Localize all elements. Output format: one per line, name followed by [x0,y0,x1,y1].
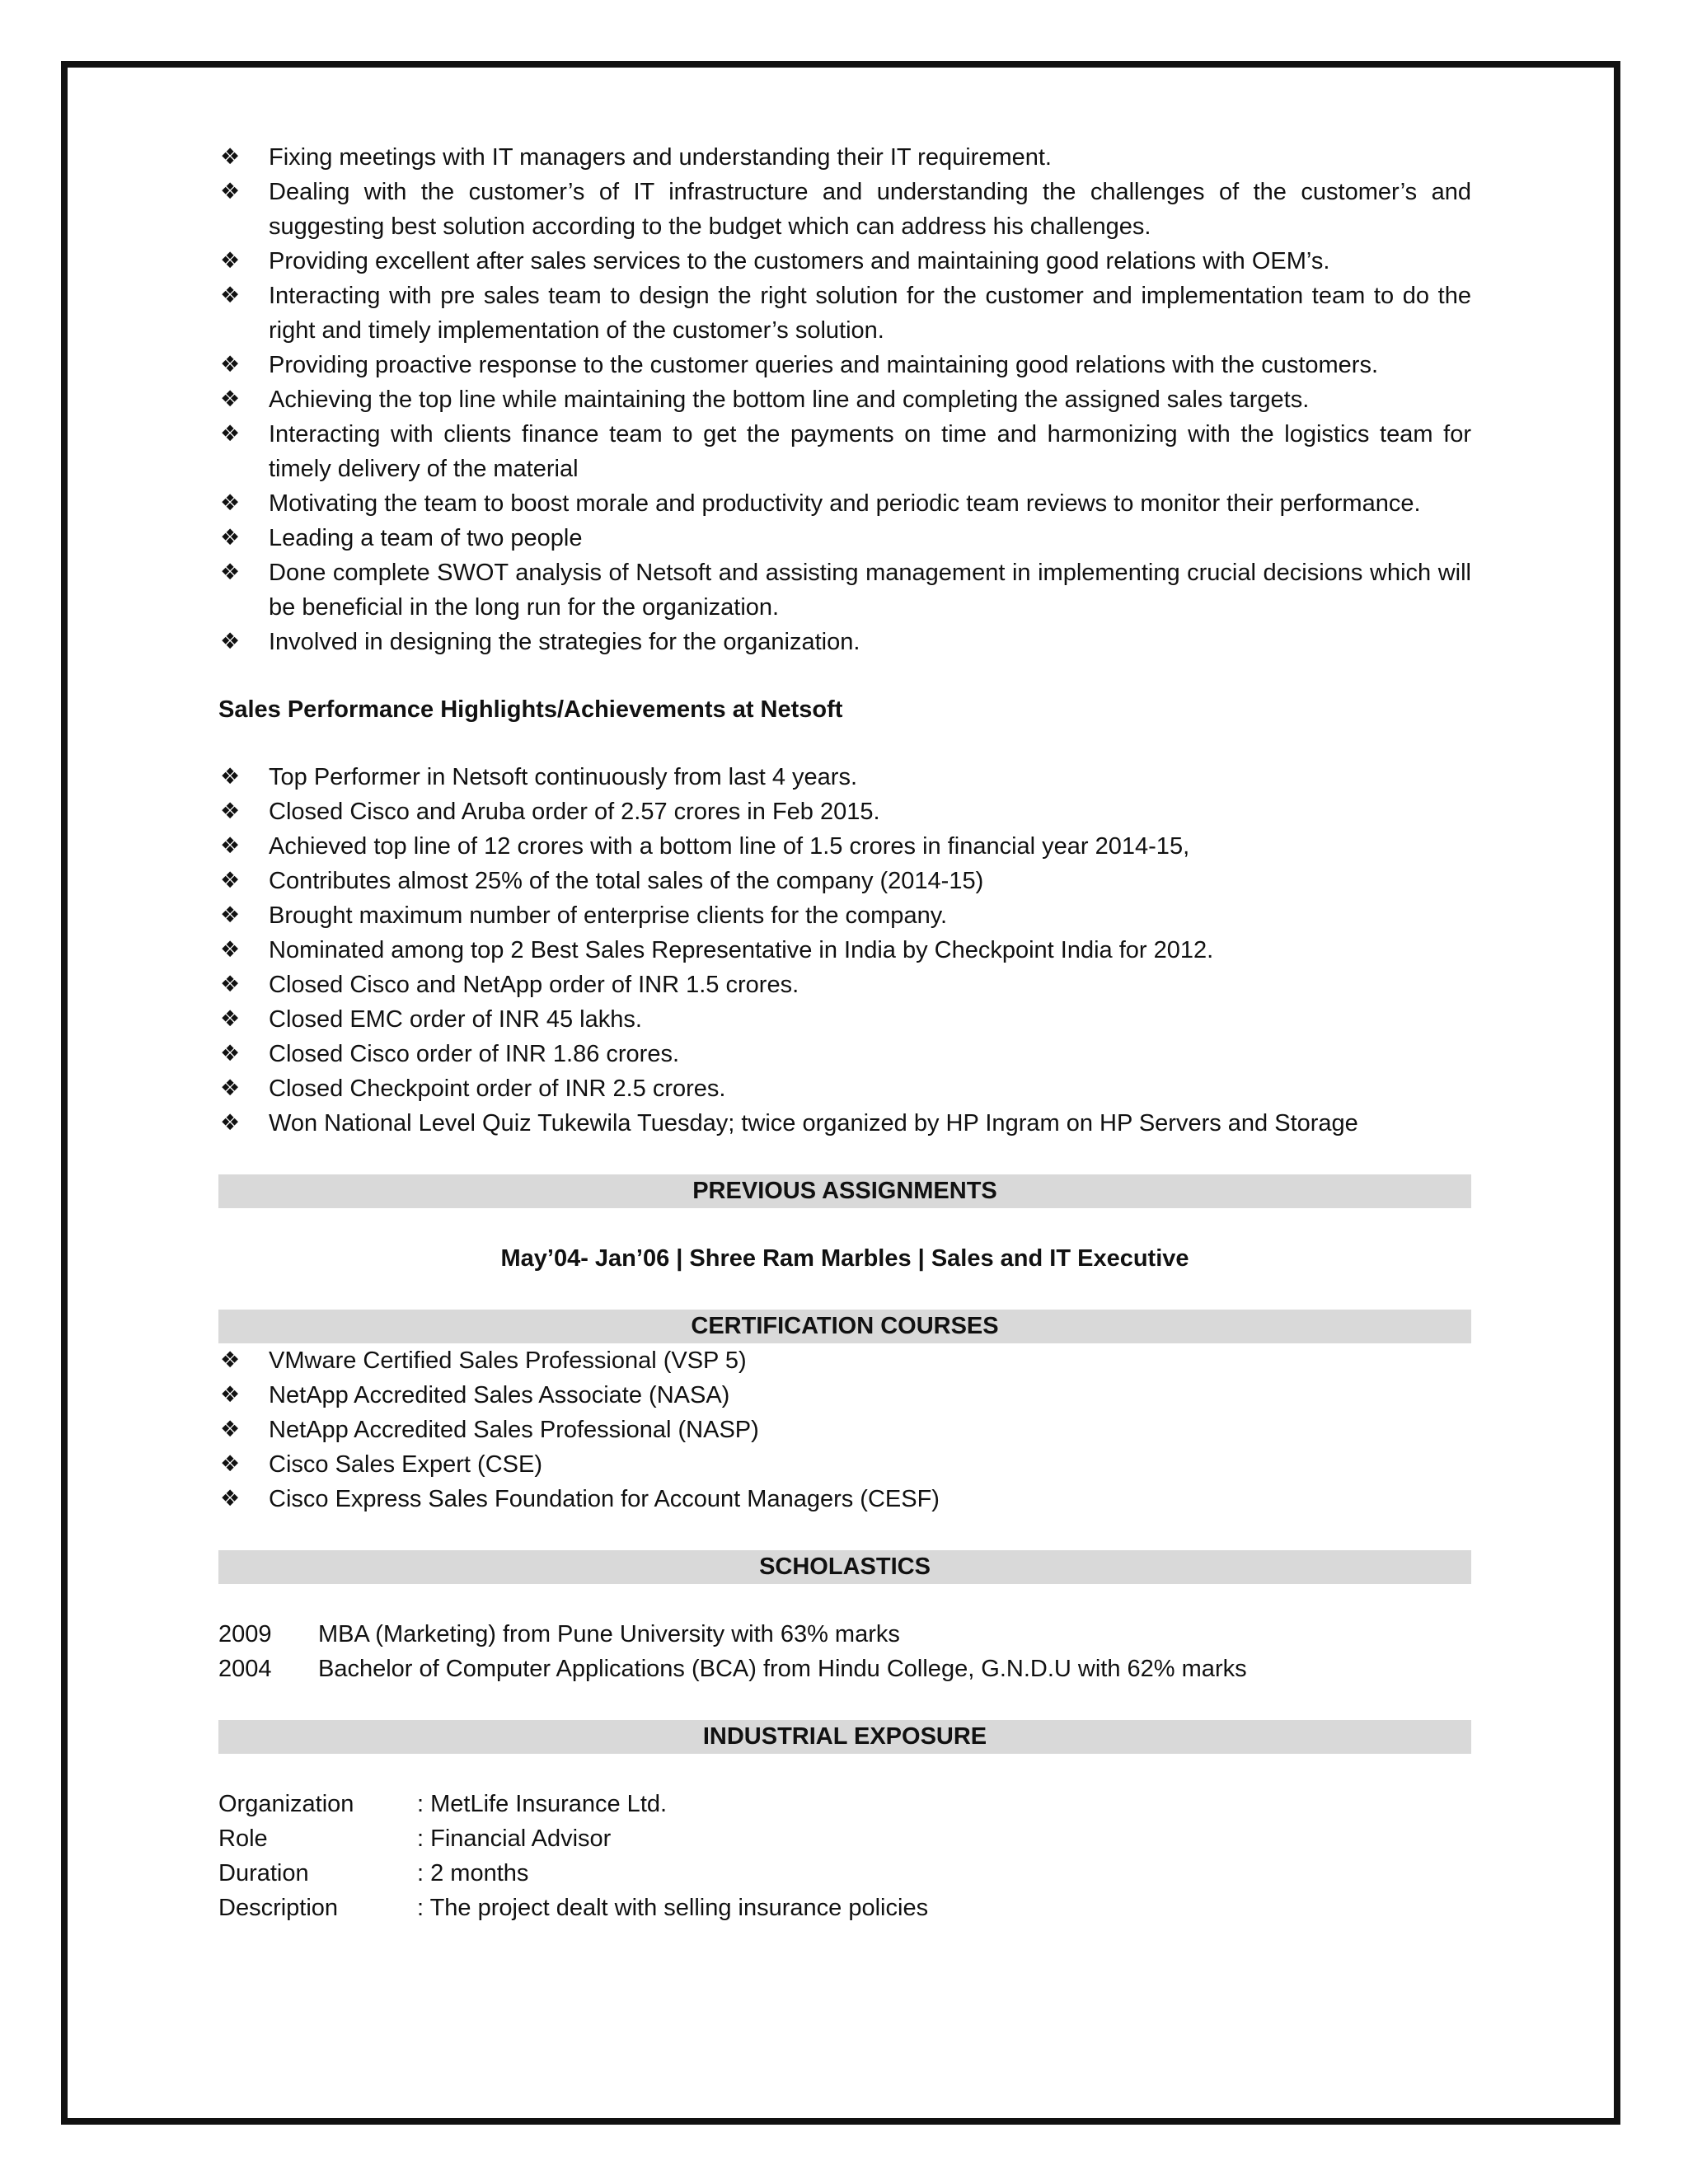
scholastics-heading: SCHOLASTICS [218,1550,1471,1584]
list-item: ❖ NetApp Accredited Sales Associate (NASA) [218,1378,1471,1413]
diamond-bullet-icon: ❖ [220,937,241,963]
list-item: ❖ Contributes almost 25% of the total sales of the company (2014-15) [218,864,1471,898]
list-item: ❖ Dealing with the customer’s of IT infrastructure and understanding the challenges of the customer’s and suggesting best solution according to the budget which can address his challenges. [218,175,1471,244]
list-item: ❖ VMware Certified Sales Professional (VSP 5) [218,1343,1471,1378]
exposure-row [218,1891,1471,1925]
list-item: ❖ Providing proactive response to the customer queries and maintaining good relations with the customers. [218,348,1471,382]
list-item: ❖ Closed Cisco order of INR 1.86 crores. [218,1037,1471,1071]
diamond-bullet-icon: ❖ [220,283,241,308]
list-item: ❖ Won National Level Quiz Tukewila Tuesday; twice organized by HP Ingram on HP Servers and Storage [218,1106,1471,1141]
list-item: ❖ Fixing meetings with IT managers and understanding their IT requirement. [218,140,1471,175]
diamond-bullet-icon: ❖ [220,248,241,274]
certification-courses-heading: CERTIFICATION COURSES [218,1310,1471,1343]
diamond-bullet-icon: ❖ [220,1347,241,1373]
exposure-row [218,1821,1471,1856]
exposure-row [218,1856,1471,1891]
diamond-bullet-icon: ❖ [220,1417,241,1442]
diamond-bullet-icon: ❖ [220,1110,241,1136]
list-item: ❖ Cisco Sales Expert (CSE) [218,1447,1471,1482]
previous-assignment-entry: May’04- Jan’06 | Shree Ram Marbles | Sales and IT Executive [500,1245,1189,1272]
list-item: ❖ Interacting with clients finance team to get the payments on time and harmonizing with the logistics team for timely delivery of the material [218,417,1471,486]
list-item: ❖ Closed Checkpoint order of INR 2.5 crores. [218,1071,1471,1106]
list-item: ❖ Achieved top line of 12 crores with a bottom line of 1.5 crores in financial year 2014-15, [218,829,1471,864]
diamond-bullet-icon: ❖ [220,1382,241,1408]
exposure-row [218,1787,1471,1821]
highlights-heading: Sales Performance Highlights/Achievements at Netsoft [218,696,843,723]
diamond-bullet-icon: ❖ [220,1486,241,1511]
highlights-list [218,760,1471,1141]
exposure-value: : Financial Advisor [417,1825,612,1852]
scholastics-year: 2004 [218,1656,272,1682]
diamond-bullet-icon: ❖ [220,1451,241,1477]
diamond-bullet-icon: ❖ [220,833,241,859]
list-item: ❖ Closed Cisco and NetApp order of INR 1.5 crores. [218,968,1471,1002]
diamond-bullet-icon: ❖ [220,525,241,551]
list-item: ❖ Nominated among top 2 Best Sales Representative in India by Checkpoint India for 2012. [218,933,1471,968]
resume-page-content [218,140,1471,1925]
list-item: ❖ Providing excellent after sales services to the customers and maintaining good relations with OEM’s. [218,244,1471,279]
diamond-bullet-icon: ❖ [220,421,241,447]
diamond-bullet-icon: ❖ [220,352,241,377]
list-item: ❖ Closed Cisco and Aruba order of 2.57 crores in Feb 2015. [218,794,1471,829]
diamond-bullet-icon: ❖ [220,629,241,654]
list-item: ❖ Interacting with pre sales team to design the right solution for the customer and implementation team to do the right and timely implementation of the customer’s solution. [218,279,1471,348]
list-item: ❖ Involved in designing the strategies for the organization. [218,625,1471,659]
diamond-bullet-icon: ❖ [220,1006,241,1032]
exposure-label: Role [218,1825,268,1852]
diamond-bullet-icon: ❖ [220,144,241,170]
diamond-bullet-icon: ❖ [220,799,241,824]
diamond-bullet-icon: ❖ [220,1076,241,1101]
exposure-label: Organization [218,1791,354,1817]
scholastics-row [218,1652,1471,1686]
exposure-label: Duration [218,1860,309,1886]
diamond-bullet-icon: ❖ [220,387,241,412]
list-item: ❖ Cisco Express Sales Foundation for Account Managers (CESF) [218,1482,1471,1516]
list-item: ❖ Top Performer in Netsoft continuously from last 4 years. [218,760,1471,794]
previous-assignments-heading: PREVIOUS ASSIGNMENTS [218,1174,1471,1208]
list-item: ❖ Achieving the top line while maintaining the bottom line and completing the assigned sales targets. [218,382,1471,417]
industrial-exposure-heading: INDUSTRIAL EXPOSURE [218,1720,1471,1754]
list-item: ❖ Closed EMC order of INR 45 lakhs. [218,1002,1471,1037]
scholastics-degree: MBA (Marketing) from Pune University with 63% marks [318,1621,900,1647]
scholastics-degree: Bachelor of Computer Applications (BCA) from Hindu College, G.N.D.U with 62% marks [318,1656,1247,1682]
list-item: ❖ Leading a team of two people [218,521,1471,555]
industrial-exposure-details [218,1787,1471,1925]
diamond-bullet-icon: ❖ [220,1041,241,1066]
list-item: ❖ Brought maximum number of enterprise clients for the company. [218,898,1471,933]
scholastics-list [218,1617,1471,1686]
exposure-value: : 2 months [417,1860,529,1886]
certifications-list [218,1343,1471,1516]
list-item: ❖ Motivating the team to boost morale and productivity and periodic team reviews to monitor their performance. [218,486,1471,521]
diamond-bullet-icon: ❖ [220,902,241,928]
scholastics-row [218,1617,1471,1652]
list-item: ❖ NetApp Accredited Sales Professional (NASP) [218,1413,1471,1447]
diamond-bullet-icon: ❖ [220,560,241,585]
scholastics-year: 2009 [218,1621,272,1647]
responsibilities-list [218,140,1471,659]
diamond-bullet-icon: ❖ [220,764,241,790]
exposure-value: : The project dealt with selling insurance policies [417,1895,929,1921]
exposure-value: : MetLife Insurance Ltd. [417,1791,668,1817]
diamond-bullet-icon: ❖ [220,179,241,204]
diamond-bullet-icon: ❖ [220,490,241,516]
list-item: ❖ Done complete SWOT analysis of Netsoft and assisting management in implementing crucial decisions which will be beneficial in the long run for the organization. [218,555,1471,625]
diamond-bullet-icon: ❖ [220,868,241,893]
exposure-label: Description [218,1895,339,1921]
diamond-bullet-icon: ❖ [220,972,241,997]
